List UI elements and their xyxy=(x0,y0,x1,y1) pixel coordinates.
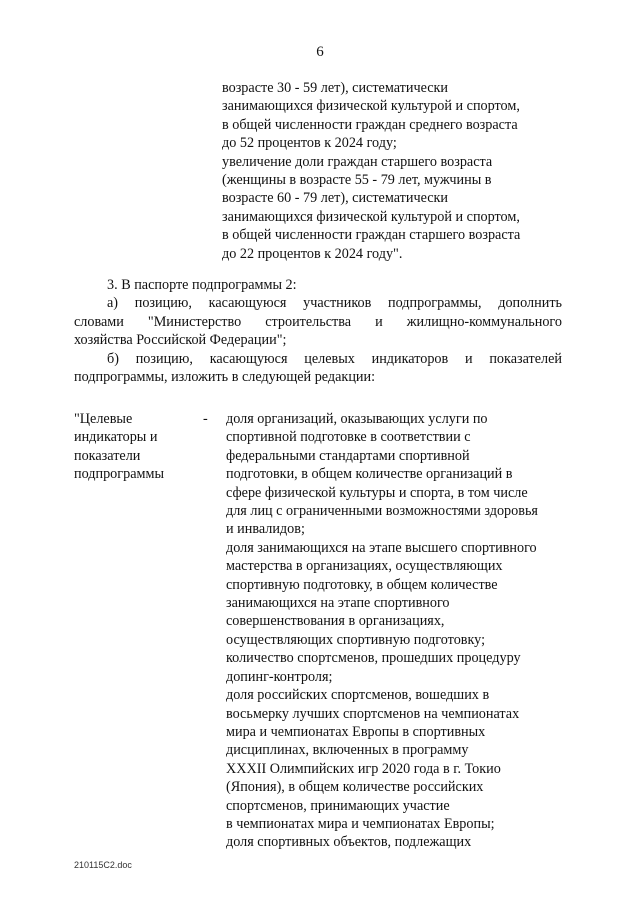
indicator-line: доля занимающихся на этапе высшего спортивного xyxy=(226,539,537,556)
footer-file-code: 210115С2.doc xyxy=(74,860,132,870)
table-dash: - xyxy=(203,411,208,427)
indicator-line: подготовки, в общем количестве организаций в xyxy=(226,466,513,483)
page-number: 6 xyxy=(316,44,324,60)
continuation-line: занимающихся физической культурой и спортом, xyxy=(222,98,520,115)
indicator-line: (Япония), в общем количестве российских xyxy=(226,779,484,796)
table-label xyxy=(74,410,194,484)
table-label-line: "Целевые xyxy=(74,411,133,427)
indicator-line: мира и чемпионатах Европы в спортивных xyxy=(226,723,486,740)
continuation-line: занимающихся физической культурой и спортом, xyxy=(222,208,520,225)
item-b-line: б) позицию, касающуюся целевых индикаторов и показателей xyxy=(107,350,562,367)
item-b-line: подпрограммы, изложить в следующей редакции: xyxy=(74,369,376,386)
indicator-line: осуществляющих спортивную подготовку; xyxy=(226,631,486,648)
indicator-line: количество спортсменов, прошедших процедуру xyxy=(226,650,521,667)
indicator-line: федеральными стандартами спортивной xyxy=(226,447,470,464)
table-label-line: показатели xyxy=(74,447,141,464)
amendment-paragraphs xyxy=(74,276,562,386)
indicator-line: спортсменов, принимающих участие xyxy=(226,797,450,814)
table-label-line: индикаторы и xyxy=(74,429,158,446)
indicator-line: сфере физической культуры и спорта, в том числе xyxy=(226,484,528,501)
indicator-line: дисциплинах, включенных в программу xyxy=(226,742,469,759)
item-a-line: словами "Министерство строительства и жилищно-коммунального xyxy=(74,313,562,330)
continuation-line: в общей численности граждан старшего возраста xyxy=(222,227,521,244)
indicator-line: мастерства в организациях, осуществляющих xyxy=(226,558,503,575)
indicators-list xyxy=(226,410,566,852)
continuation-line: до 52 процентов к 2024 году; xyxy=(222,135,397,152)
indicator-line: и инвалидов; xyxy=(226,521,305,538)
item-a-line: хозяйства Российской Федерации"; xyxy=(74,332,287,349)
indicator-line: доля организаций, оказывающих услуги по xyxy=(226,411,488,427)
indicator-line: занимающихся на этапе спортивного xyxy=(226,595,450,612)
continuation-line: до 22 процентов к 2024 году". xyxy=(222,245,403,262)
indicator-line: спортивную подготовку, в общем количестве xyxy=(226,576,498,593)
item-a-line: а) позицию, касающуюся участников подпрограммы, дополнить xyxy=(107,295,562,312)
continuation-line: увеличение доли граждан старшего возраста xyxy=(222,153,493,170)
continuation-line: в общей численности граждан среднего возраста xyxy=(222,116,518,133)
indicator-line: доля российских спортсменов, вошедших в xyxy=(226,687,490,704)
continuation-block xyxy=(222,79,552,263)
continuation-line: (женщины в возрасте 55 - 79 лет, мужчины в xyxy=(222,172,492,189)
indicator-line: спортивной подготовке в соответствии с xyxy=(226,429,471,446)
continuation-line: возрасте 30 - 59 лет), систематически xyxy=(222,80,449,96)
indicator-line: допинг-контроля; xyxy=(226,668,333,685)
indicator-line: XXXII Олимпийских игр 2020 года в г. Токио xyxy=(226,760,501,777)
indicator-line: доля спортивных объектов, подлежащих xyxy=(226,834,472,851)
table-label-line: подпрограммы xyxy=(74,466,164,483)
item-3-heading: 3. В паспорте подпрограммы 2: xyxy=(107,277,297,293)
indicator-line: восьмерку лучших спортсменов на чемпионатах xyxy=(226,705,520,722)
indicator-line: в чемпионатах мира и чемпионатах Европы; xyxy=(226,815,495,832)
continuation-line: возрасте 60 - 79 лет), систематически xyxy=(222,190,449,207)
indicator-line: совершенствования в организациях, xyxy=(226,613,445,630)
indicator-line: для лиц с ограниченными возможностями здоровья xyxy=(226,503,538,520)
